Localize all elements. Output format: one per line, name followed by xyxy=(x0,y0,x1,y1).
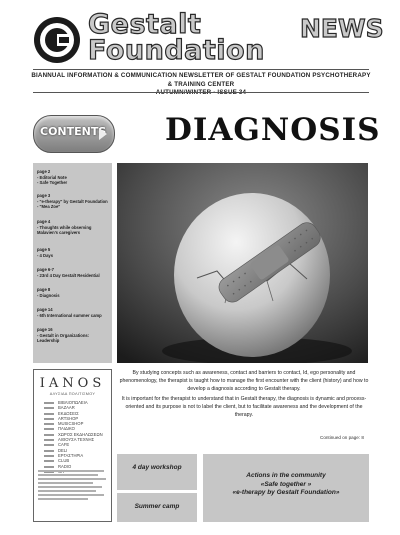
toc-item: - Editorial Note xyxy=(37,174,67,180)
toc-entry[interactable] xyxy=(37,169,111,186)
toc-entry[interactable] xyxy=(37,307,111,318)
toc-page: page 4 xyxy=(37,219,51,224)
contents-button[interactable] xyxy=(33,115,115,153)
toc-entry[interactable] xyxy=(37,247,111,258)
list-item: BAZAAR xyxy=(44,405,103,410)
article-paragraph: By studying concepts such as awareness, contact and barriers to contact, Id, ego personality and phenomenology, the therapist is taught how to manage the first encounter with the client (history) and how to develop a diagnosis according to Gestalt therapy. xyxy=(119,370,369,393)
toc-page: page 3 xyxy=(37,193,51,198)
toc-page: page 2 xyxy=(37,169,51,174)
play-arrow-icon xyxy=(99,128,107,140)
toc-item: - Diagnosis xyxy=(37,292,60,298)
news-title: NEWS xyxy=(300,14,384,43)
list-item: ΑΙΘΟΥΣΑ ΤΕΧΝΗΣ xyxy=(44,437,103,442)
toc-item: - Gestalt in Organizations: Leadership xyxy=(37,332,90,344)
toc-page: page 6-7 xyxy=(37,267,54,272)
contents-button-label: CONTENTS xyxy=(40,125,107,138)
actions-text xyxy=(203,472,369,498)
toc-item: - Safe Together xyxy=(37,180,68,186)
summer-camp-box[interactable] xyxy=(117,493,197,522)
toc-page: page 8 xyxy=(37,287,51,292)
toc-item: - "Mea Zoe" xyxy=(37,204,61,210)
list-item: DELI xyxy=(44,448,103,453)
toc-entry[interactable] xyxy=(37,193,111,210)
list-item: ΒΙΒΛΙΟΠΩΛΕΙΑ xyxy=(44,400,103,405)
brand-line-1: Gestalt xyxy=(88,9,202,40)
toc-item: - "e-therapy" by Gestalt Foundation xyxy=(37,198,108,204)
brand-line-2: Foundation xyxy=(88,35,265,66)
workshop-box[interactable] xyxy=(117,454,197,490)
toc-entry[interactable] xyxy=(37,287,111,298)
toc-entry[interactable] xyxy=(37,219,111,236)
list-item: ΕΚΔΟΣΕΙΣ xyxy=(44,411,103,416)
list-item: MUSICSHOP xyxy=(44,421,103,426)
toc-page: page 5 xyxy=(37,247,51,252)
toc-entry[interactable] xyxy=(37,327,111,344)
toc-entry[interactable] xyxy=(37,267,111,278)
list-item: CLUB xyxy=(44,458,103,463)
masthead-subtitle xyxy=(30,72,372,98)
list-item: ΧΩΡΟΣ ΕΚΔΗΛΩΣΕΩΝ xyxy=(44,432,103,437)
ianos-fine-print xyxy=(38,470,108,502)
article-body xyxy=(118,369,370,420)
continued-note[interactable]: Continued on page: 8 xyxy=(320,435,364,440)
ianos-advertisement[interactable] xyxy=(33,369,112,522)
toc-page: page 14 xyxy=(37,307,53,312)
cover-photo-bandaged-egg xyxy=(117,163,368,363)
list-item: RADIO xyxy=(44,464,103,469)
list-item: ARTSHOP xyxy=(44,416,103,421)
actions-line-3: «e-therapy by Gestalt Foundation» xyxy=(232,489,340,496)
list-item: CAFE xyxy=(44,442,103,447)
headline: DIAGNOSIS xyxy=(165,112,381,148)
actions-in-community-box[interactable] xyxy=(203,454,369,522)
ianos-subtitle: ΑΛΥΣΙΔΑ ΠΟΛΙΤΙΣΜΟΥ xyxy=(49,392,96,396)
actions-line-2: «Safe together » xyxy=(260,480,312,488)
toc-item: - 4 Days xyxy=(37,252,54,258)
workshop-label: 4 day workshop xyxy=(132,464,182,471)
brand-name xyxy=(88,9,265,66)
list-item: ΠΑΙΔΙΚΟ xyxy=(44,426,103,431)
list-item: ΕΡΓΑΣΤΗΡΙΑ xyxy=(44,453,103,458)
toc-item: - 6th International summer camp xyxy=(37,312,102,318)
toc-item: - Thoughts while observing Malavien's caregivers xyxy=(37,224,92,236)
ianos-list xyxy=(44,400,103,474)
masthead-rule-top xyxy=(33,69,369,70)
gestalt-logo-icon xyxy=(33,16,81,64)
ianos-title: IANOS xyxy=(39,376,106,391)
actions-line-1: Actions in the community xyxy=(246,472,326,479)
masthead-rule-bottom xyxy=(33,92,369,93)
summer-camp-label: Summer camp xyxy=(134,503,180,510)
toc-item: - 23rd 4 Day Gestalt Residential xyxy=(37,272,100,278)
toc-page: page 16 xyxy=(37,327,53,332)
subtitle-line-1: BIANNUAL INFORMATION & COMMUNICATION NEWSLETTER OF GESTALT FOUNDATION PSYCHOTHERAPY & TRAINING CENTER xyxy=(31,72,371,88)
subtitle-line-2 xyxy=(30,89,372,98)
article-paragraph: It is important for the therapist to understand that in Gestalt therapy, the diagnosis is dynamic and process-oriented and its purpose is not to label the client, but to facilitate awareness and the development of the therapy. xyxy=(121,395,367,419)
table-of-contents xyxy=(33,163,112,363)
